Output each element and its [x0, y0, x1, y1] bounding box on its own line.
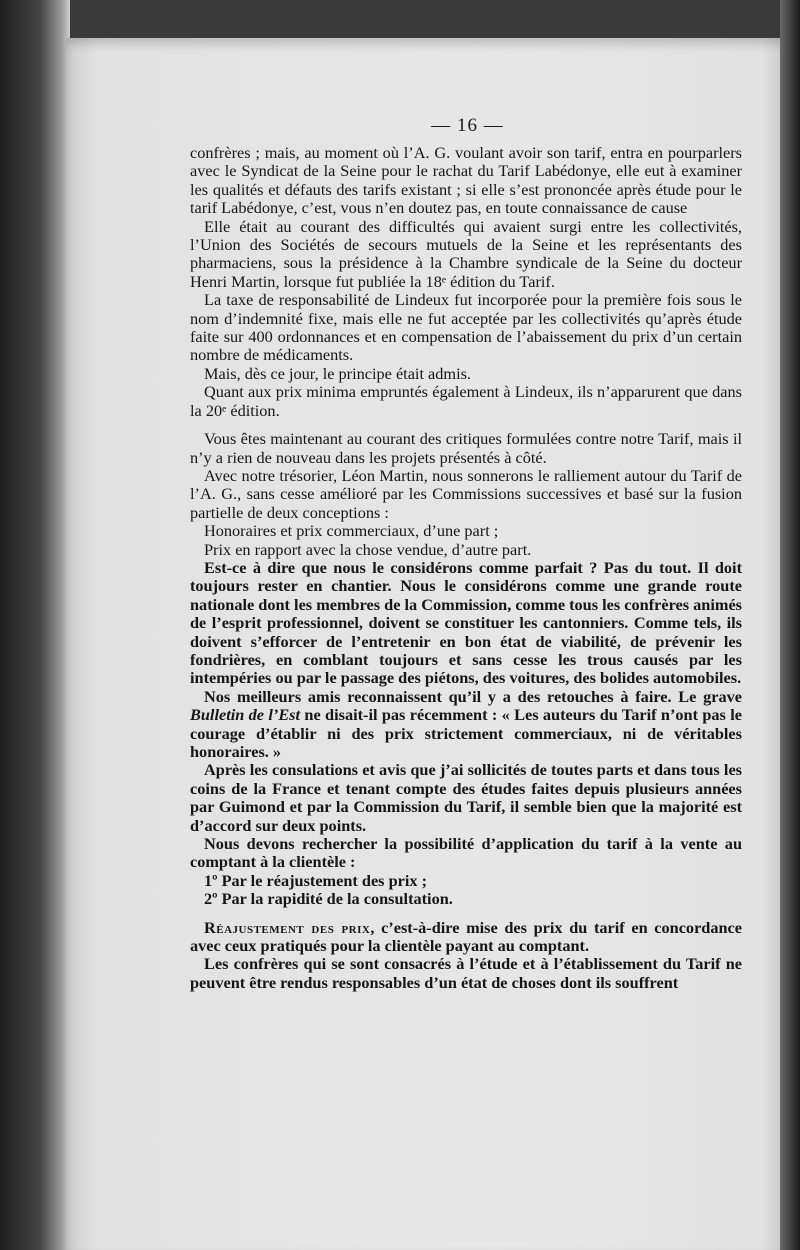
bold-text-section [190, 559, 742, 992]
paragraph-reajustement [190, 919, 742, 956]
page-number: — 16 — [431, 115, 504, 136]
paragraph: Mais, dès ce jour, le principe était admis. [204, 363, 472, 383]
list-item: Prix en rapport avec la chose vendue, d’autre part. [204, 539, 532, 559]
list-item: Honoraires et prix commerciaux, d’une part ; [204, 521, 499, 541]
paragraph-bulletin-quote [190, 688, 742, 762]
list-item: 2º Par la rapidité de la consultation. [204, 889, 453, 909]
list-item: 1º Par le réajustement des prix ; [204, 870, 428, 890]
section-heading: Réajustement des prix [204, 917, 371, 937]
paragraph: Quant aux prix minima empruntés également à Lindeux, ils n’apparurent que dans la 20ᵉ édition. [190, 382, 742, 420]
quote-text: ne disait-il pas récemment : « Les auteurs du Tarif n’ont pas le courage d’établir ni des prix strictement commerciaux, ni de véritables honoraires. » [190, 705, 742, 761]
publication-title: Bulletin de l’Est [190, 705, 301, 725]
paragraph: La taxe de responsabilité de Lindeux fut incorporée pour la première fois sous le nom d’indemnité fixe, mais elle ne fut acceptée par les collectivités qu’après étude faite sur 400 ordonnances et en compensation de l’abaissement du prix d’un certain nombre de médicaments. [190, 290, 742, 365]
paragraph: Après les consulations et avis que j’ai sollicités de toutes parts et dans tous les coins de la France et tenant compte des études faites depuis plusieurs années par Guimond et par la Commission du Tarif, il semble bien que la majorité est d’accord sur deux points. [190, 760, 742, 835]
paragraph: Elle était au courant des difficultés qui avaient surgi entre les collectivités, l’Union des Sociétés de secours mutuels de la Seine et les représentants des pharmaciens, sous la présidence à la Chambre syndicale de la Seine du docteur Henri Martin, lorsque fut publiée la 18ᵉ édition du Tarif. [190, 216, 742, 291]
paragraph: Vous êtes maintenant au courant des critiques formulées contre notre Tarif, mais il n’y a rien de nouveau dans les projets présentés à côté. [190, 429, 742, 467]
section-text: , c’est-à-dire mise des prix du tarif en concordance avec ceux pratiqués pour la clientèle payant au comptant. [190, 917, 742, 956]
right-page-edge [780, 0, 800, 1250]
quote-intro: Nos meilleurs amis reconnaissent qu’il y a des retouches à faire. Le grave [204, 686, 742, 706]
paragraph: Est-ce à dire que nous le considérons comme parfait ? Pas du tout. Il doit toujours rester en chantier. Nous le considérons comme une grande route nationale dont les membres de la Commission, comme tous les confrères animés de l’esprit professionnel, doivent se constituer les cantonniers. Comme tels, ils doivent s’efforcer de l’entretenir en bon état de viabilité, de prévenir les fondrières, en comblant toujours et sans cesse les trous causés par les intempéries ou par le passage des piétons, des voitures, des bolides automobiles. [190, 557, 743, 688]
binding-edge [0, 0, 70, 1250]
paragraph: Les confrères qui se sont consacrés à l’étude et à l’établissement du Tarif ne peuvent être rendus responsables d’un état de choses dont ils souffrent [190, 954, 742, 992]
paragraph: Nous devons rechercher la possibilité d’application du tarif à la vente au comptant à la clientèle : [190, 834, 742, 872]
paragraph: confrères ; mais, au moment où l’A. G. voulant avoir son tarif, entra en pourparlers avec le Syndicat de la Seine pour le rachat du Tarif Labédonye, elle eut à examiner les qualités et défauts des tarifs existant ; si elle s’est prononcée après étude pour le tarif Labédonye, c’est, vous n’en doutez pas, en toute connaissance de cause [190, 143, 742, 218]
paragraph: Avec notre trésorier, Léon Martin, nous sonnerons le ralliement autour du Tarif de l’A. G., sans cesse amélioré par les Commissions successives et basé sur la fusion partielle de deux conceptions : [190, 465, 742, 522]
body-text [190, 144, 742, 992]
